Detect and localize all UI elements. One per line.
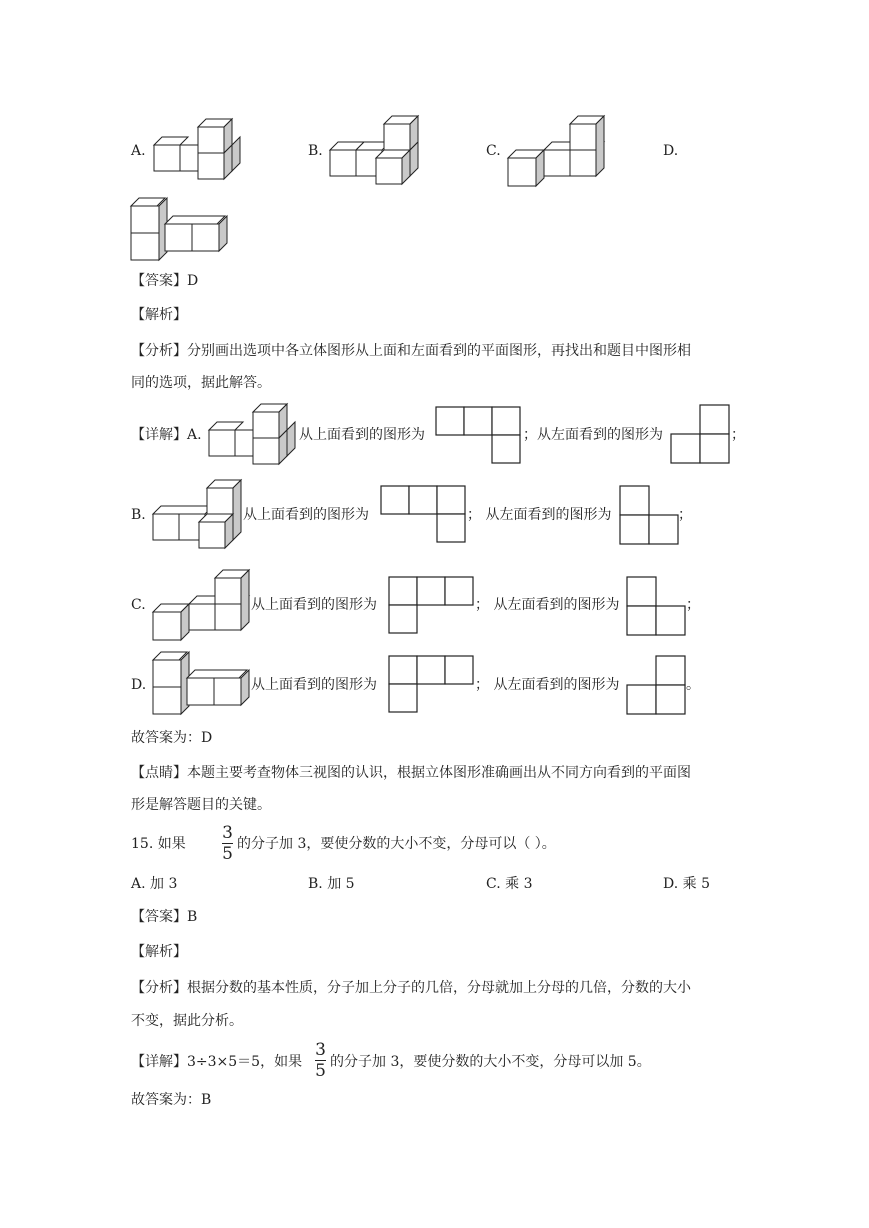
option-b-label: B. (308, 143, 323, 159)
q15-stem-prefix: 15. 如果 (131, 836, 186, 852)
q15-fraction (222, 824, 233, 863)
q15-option-d: D. 乘 5 (663, 876, 710, 892)
q14-b-left-text: ； 从左面看到的图形为 (467, 507, 612, 523)
q14-c-semicolon: ； (686, 597, 700, 613)
q15-detail-fraction (315, 1041, 326, 1080)
top-view-c (388, 576, 478, 636)
q15-detail-prefix: 【详解】3÷3×5＝5，如果 (131, 1054, 303, 1070)
left-view-b (619, 485, 681, 547)
cube-figure-detail-b (153, 477, 253, 553)
cube-figure-option-a (154, 118, 246, 184)
cube-figure-detail-d (153, 652, 253, 718)
top-view-a (435, 406, 525, 466)
q15-option-b: B. 加 5 (308, 876, 355, 892)
q14-answer: 【答案】D (131, 273, 199, 289)
q14-a-semicolon: ； (731, 427, 745, 443)
left-view-c (626, 576, 688, 638)
q15-conclusion: 故答案为：B (131, 1092, 212, 1108)
q15-answer: 【答案】B (131, 909, 198, 925)
q14-d-period: 。 (686, 677, 700, 693)
q15-fraction-denominator: 5 (222, 844, 233, 864)
q15-fenxi-line1: 【分析】根据分数的基本性质，分子加上分子的几倍，分母就加上分母的几倍，分数的大小 (131, 980, 691, 996)
q15-detail-fraction-numerator: 3 (315, 1040, 326, 1060)
q15-stem-suffix: 的分子加 3，要使分数的大小不变，分母可以（ ）。 (237, 836, 556, 852)
q14-d-left-text: ； 从左面看到的图形为 (475, 677, 620, 693)
option-d-label: D. (663, 143, 679, 159)
cube-figure-detail-c (153, 567, 253, 643)
q14-a-top-text: 从上面看到的图形为 (299, 427, 425, 443)
q14-detail-prefix: 【详解】A. (131, 427, 202, 443)
q15-fenxi-line2: 不变，据此分析。 (131, 1013, 243, 1029)
option-c-label: C. (486, 143, 501, 159)
left-view-a (670, 404, 732, 466)
q15-detail-suffix: 的分子加 3，要使分数的大小不变，分母可以加 5。 (330, 1054, 651, 1070)
q14-b-top-text: 从上面看到的图形为 (243, 507, 369, 523)
cube-figure-option-b (330, 113, 430, 189)
q14-label-b: B. (131, 507, 146, 523)
q15-option-c: C. 乘 3 (486, 876, 533, 892)
q14-dianjing-line2: 形是解答题目的关键。 (131, 797, 271, 813)
q14-a-left-text: ；从左面看到的图形为 (523, 427, 663, 443)
q14-label-d: D. (131, 677, 147, 693)
q15-jiexi-heading: 【解析】 (131, 944, 187, 960)
q14-c-left-text: ； 从左面看到的图形为 (475, 597, 620, 613)
q15-fraction-numerator: 3 (222, 823, 233, 843)
cube-figure-option-c (508, 113, 608, 189)
q14-dianjing-line1: 【点睛】本题主要考查物体三视图的认识，根据立体图形准确画出从不同方向看到的平面图 (131, 765, 691, 781)
cube-figure-option-d (131, 198, 231, 264)
q14-label-c: C. (131, 597, 146, 613)
q14-fenxi-line1: 【分析】分别画出选项中各立体图形从上面和左面看到的平面图形，再找出和题目中图形相 (131, 343, 691, 359)
q15-option-a: A. 加 3 (131, 876, 178, 892)
q14-fenxi-line2: 同的选项，据此解答。 (131, 375, 271, 391)
cube-figure-detail-a (209, 403, 301, 469)
top-view-b (380, 485, 470, 545)
left-view-d (626, 655, 688, 717)
q14-d-top-text: 从上面看到的图形为 (251, 677, 377, 693)
top-view-d (388, 655, 478, 715)
q14-conclusion: 故答案为：D (131, 730, 213, 746)
q14-jiexi-heading: 【解析】 (131, 307, 187, 323)
q14-c-top-text: 从上面看到的图形为 (251, 597, 377, 613)
option-a-label: A. (131, 143, 146, 159)
q14-b-semicolon: ； (678, 507, 692, 523)
q15-detail-fraction-denominator: 5 (315, 1061, 326, 1081)
